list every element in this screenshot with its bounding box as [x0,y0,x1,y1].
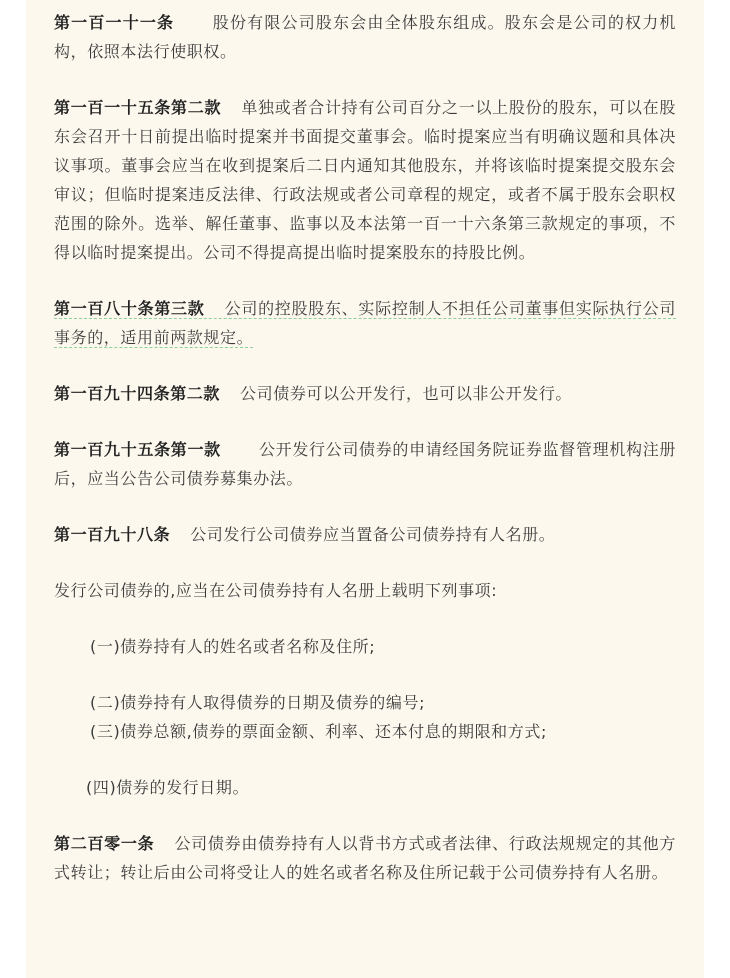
article-text: 公开发行公司债券的申请经国务院证券监督管理机构注册后，应当公告公司债券募集办法。 [54,440,676,488]
article-heading: 第一百九十八条 [54,525,171,544]
article-paragraph [54,379,676,408]
article-heading: 第一百九十四条第二款 [54,384,221,403]
article-paragraph [54,93,676,267]
article-text: 单独或者合计持有公司百分之一以上股份的股东，可以在股东会召开十日前提出临时提案并书面提交董事会。临时提案应当有明确议题和具体决议事项。董事会应当在收到提案后二日内通知其他股东，并将该临时提案提交股东会审议；但临时提案违反法律、行政法规或者公司章程的规定，或者不属于股东会职权范围的除外。选举、解任董事、监事以及本法第一百一十六条第三款规定的事项，不得以临时提案提出。公司不得提高提出临时提案股东的持股比例。 [54,98,676,262]
list-intro: 发行公司债券的,应当在公司债券持有人名册上载明下列事项: [54,581,498,600]
article-text: 公司发行公司债券应当置备公司债券持有人名册。 [190,525,556,544]
article-heading: 第一百一十五条第二款 [54,98,222,117]
article-text: 公司债券可以公开发行，也可以非公开发行。 [240,384,573,403]
article-paragraph [54,294,676,352]
article-heading: 第一百九十五条第一款 [54,440,221,459]
article-text: 股份有限公司股东会由全体股东组成。股东会是公司的权力机构，依照本法行使职权。 [54,13,676,61]
article-text: 公司的控股股东、实际控制人不担任公司董事但实际执行公司事务的，适用前两款规定。 [54,299,676,347]
article-heading: 第一百八十条第三款 [54,299,205,318]
article-paragraph [54,435,676,493]
list-item: (二)债券持有人取得债券的日期及债券的编号; [90,693,426,712]
article-paragraph [54,8,676,66]
article-content [54,8,676,914]
list-item: (四)债券的发行日期。 [86,778,250,797]
underlined-passage [54,299,676,348]
list-item: (一)债券持有人的姓名或者名称及住所; [90,637,376,656]
article-text: 公司债券由债券持有人以背书方式或者法律、行政法规规定的其他方式转让；转让后由公司将受让人的姓名或者名称及住所记载于公司债券持有人名册。 [54,834,676,882]
article-paragraph [54,829,676,887]
article-heading: 第一百一十一条 [54,13,175,32]
article-heading: 第二百零一条 [54,834,155,853]
list-item: (三)债券总额,债券的票面金额、利率、还本付息的期限和方式; [90,722,547,741]
article-paragraph [54,520,676,549]
